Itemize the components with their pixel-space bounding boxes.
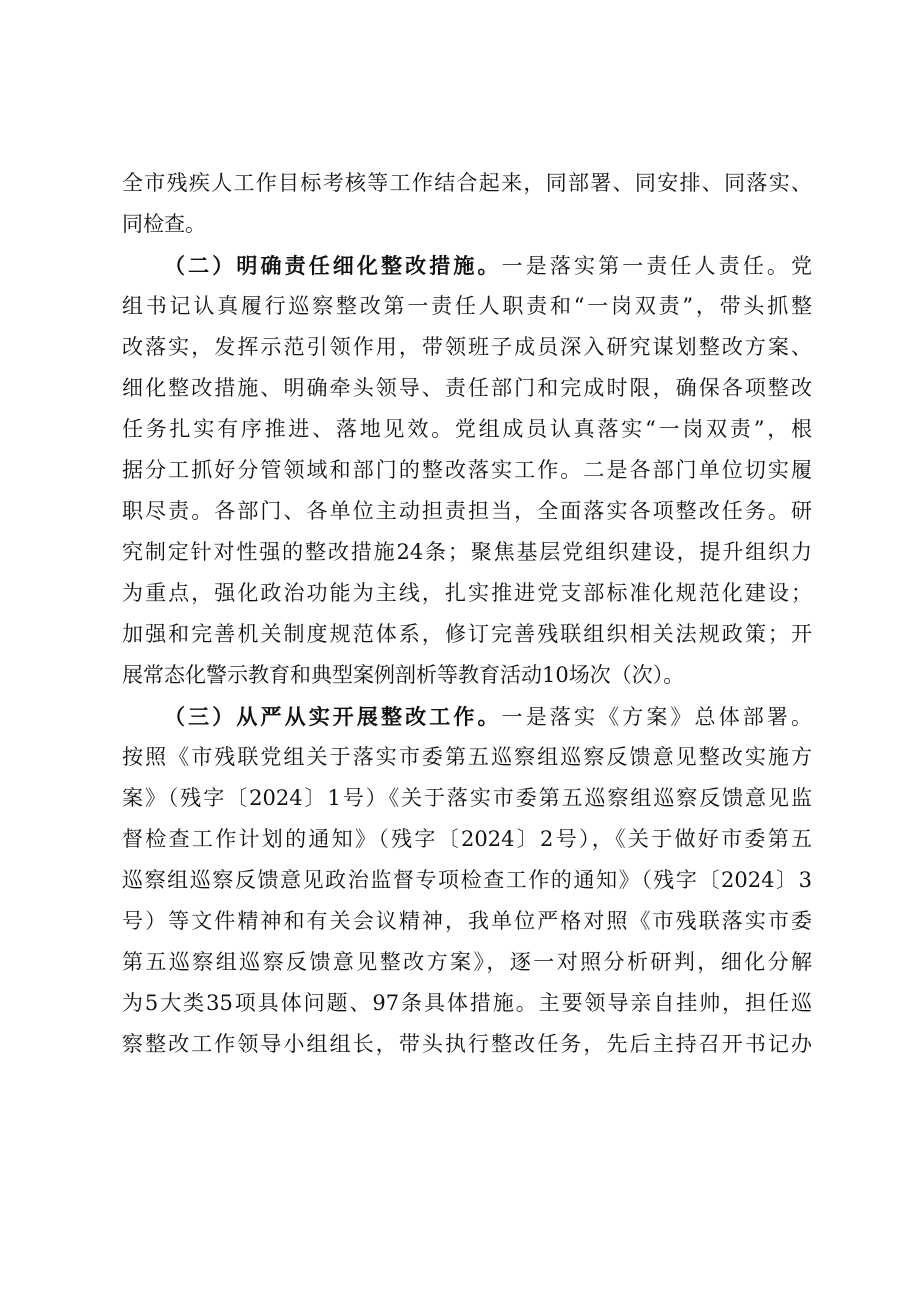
text-line: 第五巡察组巡察反馈意见整改方案》，逐一对照分析研判，细化分解 — [122, 950, 812, 974]
text-line: 案》（残字〔2024〕1号）《关于落实市委第五巡察组巡察反馈意见监 — [122, 786, 812, 810]
text-line: 巡察组巡察反馈意见政治监督专项检查工作的通知》（残字〔2024〕3 — [122, 868, 812, 892]
text-line: 改落实，发挥示范引领作用，带领班子成员深入研究谋划整改方案、 — [122, 335, 812, 359]
text-line: 号）等文件精神和有关会议精神，我单位严格对照《市残联落实市委 — [122, 909, 812, 933]
text-line: 加强和完善机关制度规范体系，修订完善残联组织相关法规政策；开 — [122, 622, 812, 646]
text-line: 据分工抓好分管领域和部门的整改落实工作。二是各部门单位切实履 — [122, 458, 812, 482]
body-text — [122, 163, 812, 1065]
text-line: 究制定针对性强的整改措施24条；聚焦基层党组织建设，提升组织力 — [122, 540, 812, 564]
text-line: 展常态化警示教育和典型案例剖析等教育活动10场次（次）。 — [122, 663, 685, 687]
section-2-first-line — [122, 245, 812, 286]
text-line: 为重点，强化政治功能为主线，扎实推进党支部标准化规范化建设； — [122, 581, 812, 605]
text-line: 任务扎实有序推进、落地见效。党组成员认真落实“一岗双责”，根 — [122, 417, 812, 441]
text-line: 同检查。 — [122, 212, 206, 236]
text-line: 督检查工作计划的通知》（残字〔2024〕2号），《关于做好市委第五 — [122, 827, 812, 851]
section-2-lead: 一是落实第一责任人责任。党 — [501, 254, 812, 278]
section-2-heading: （二）明确责任细化整改措施。 — [164, 253, 502, 278]
text-line: 按照《市残联党组关于落实市委第五巡察组巡察反馈意见整改实施方 — [122, 745, 812, 769]
text-line: 细化整改措施、明确牵头领导、责任部门和完成时限，确保各项整改 — [122, 376, 812, 400]
text-line: 组书记认真履行巡察整改第一责任人职责和“一岗双责”，带头抓整 — [122, 294, 812, 318]
section-3-lead: 一是落实《方案》总体部署。 — [501, 705, 812, 729]
section-3-heading: （三）从严从实开展整改工作。 — [164, 704, 502, 729]
text-line: 察整改工作领导小组组长，带头执行整改任务，先后主持召开书记办 — [122, 1032, 812, 1056]
text-line: 为5大类35项具体问题、97条具体措施。主要领导亲自挂帅，担任巡 — [122, 991, 812, 1015]
section-3-first-line — [122, 696, 812, 737]
text-line: 全市残疾人工作目标考核等工作结合起来，同部署、同安排、同落实、 — [122, 171, 812, 195]
text-line: 职尽责。各部门、各单位主动担责担当，全面落实各项整改任务。研 — [122, 499, 812, 523]
